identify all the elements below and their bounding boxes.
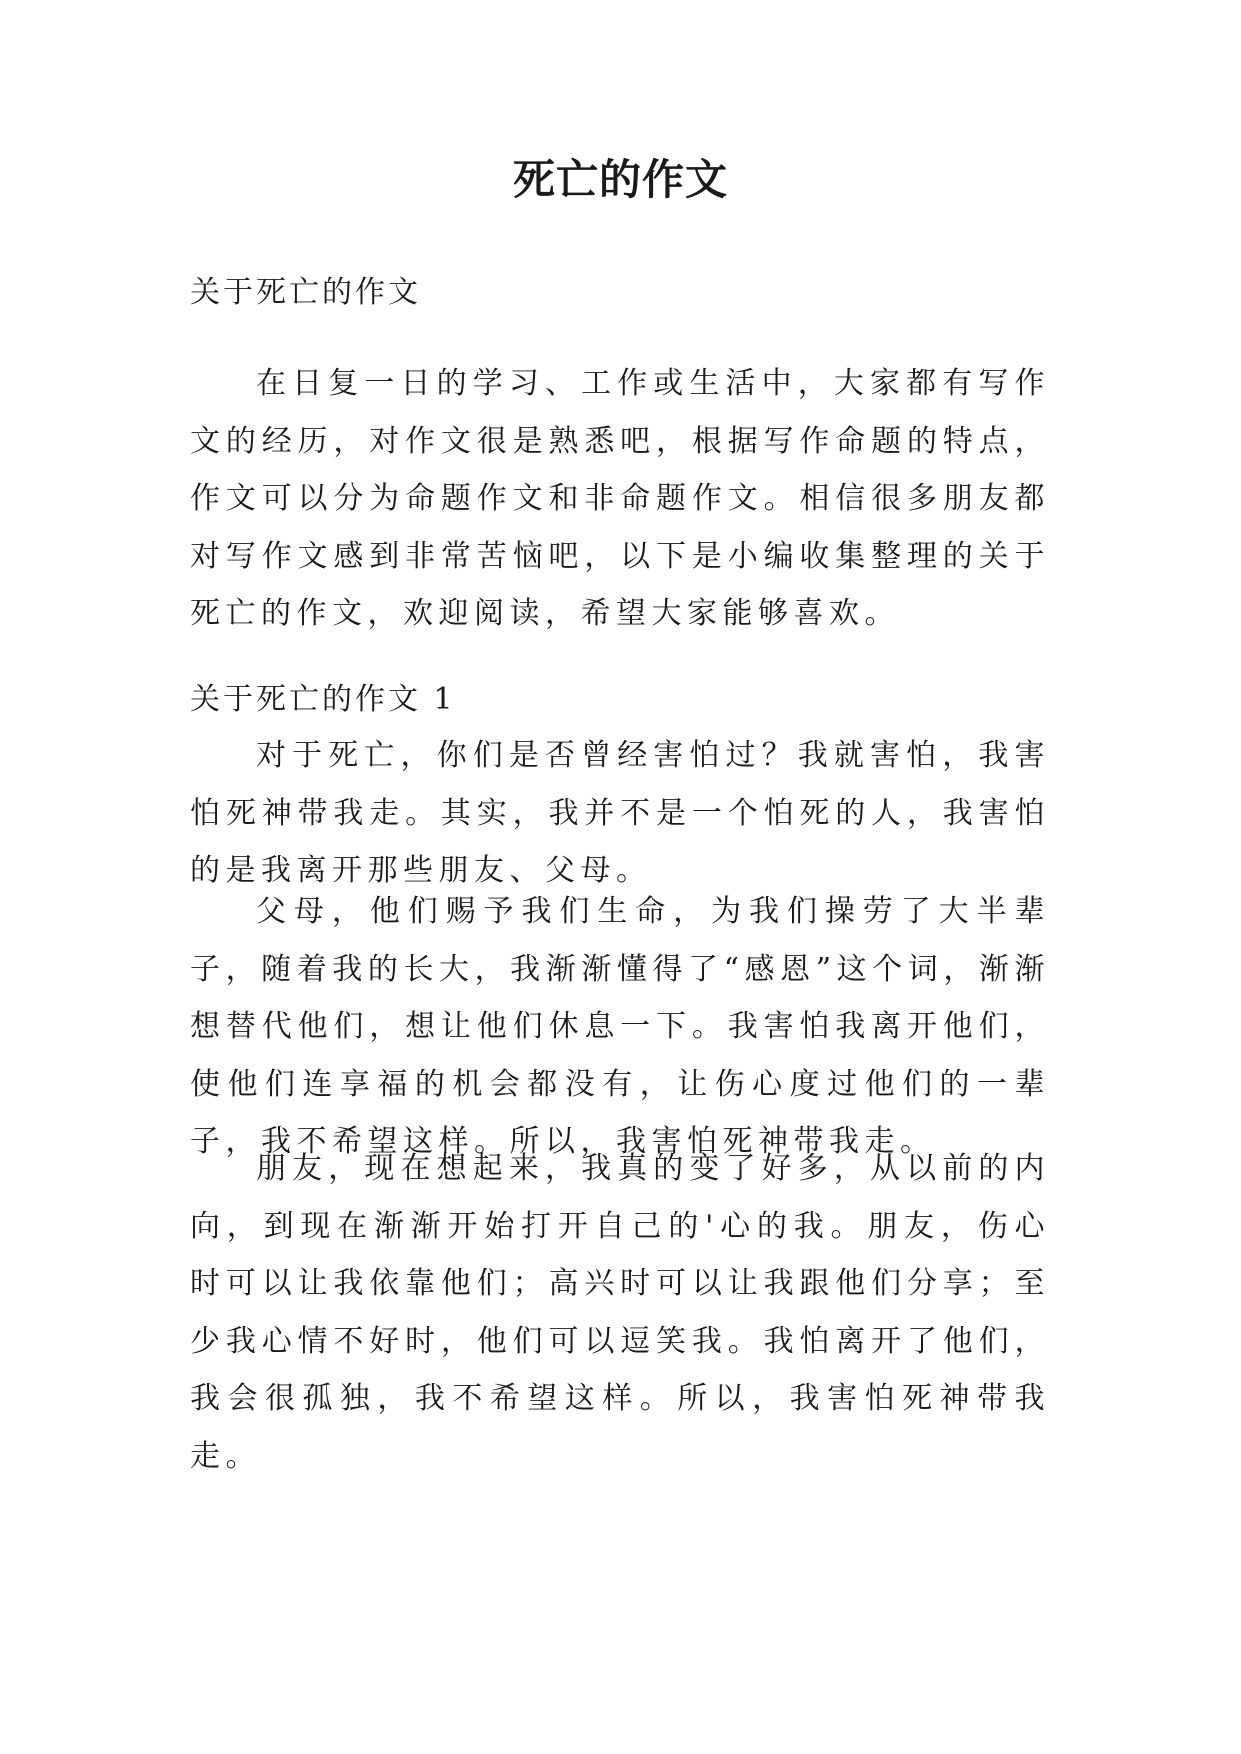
document-title: 死亡的作文 (512, 155, 728, 204)
intro-paragraph: 在日复一日的学习、工作或生活中，大家都有写作文的经历，对作文很是熟悉吧，根据写作命题的特点，作文可以分为命题作文和非命题作文。相信很多朋友都对写作文感到非常苦恼吧，以下是小编收集整理的关于死亡的作文，欢迎阅读，希望大家能够喜欢。 (190, 366, 1050, 631)
section-heading: 关于死亡的作文 1 (190, 682, 456, 717)
body-paragraph: 朋友，现在想起来，我真的变了好多，从以前的内向，到现在渐渐开始打开自己的'心的我。朋友，伤心时可以让我依靠他们；高兴时可以让我跟他们分享；至少我心情不好时，他们可以逗笑我。我怕离开了他们，我会很孤独，我不希望这样。所以，我害怕死神带我走。 (190, 1151, 1050, 1474)
body-paragraph: 父母，他们赐予我们生命，为我们操劳了大半辈子，随着我的长大，我渐渐懂得了“感恩”这个词，渐渐想替代他们，想让他们休息一下。我害怕我离开他们，使他们连享福的机会都没有，让伤心度过他们的一辈子，我不希望这样。所以，我害怕死神带我走。 (190, 894, 1050, 1159)
body-paragraph: 对于死亡，你们是否曾经害怕过？我就害怕，我害怕死神带我走。其实，我并不是一个怕死的人，我害怕的是我离开那些朋友、父母。 (190, 738, 1050, 888)
document-subtitle: 关于死亡的作文 (190, 275, 421, 310)
